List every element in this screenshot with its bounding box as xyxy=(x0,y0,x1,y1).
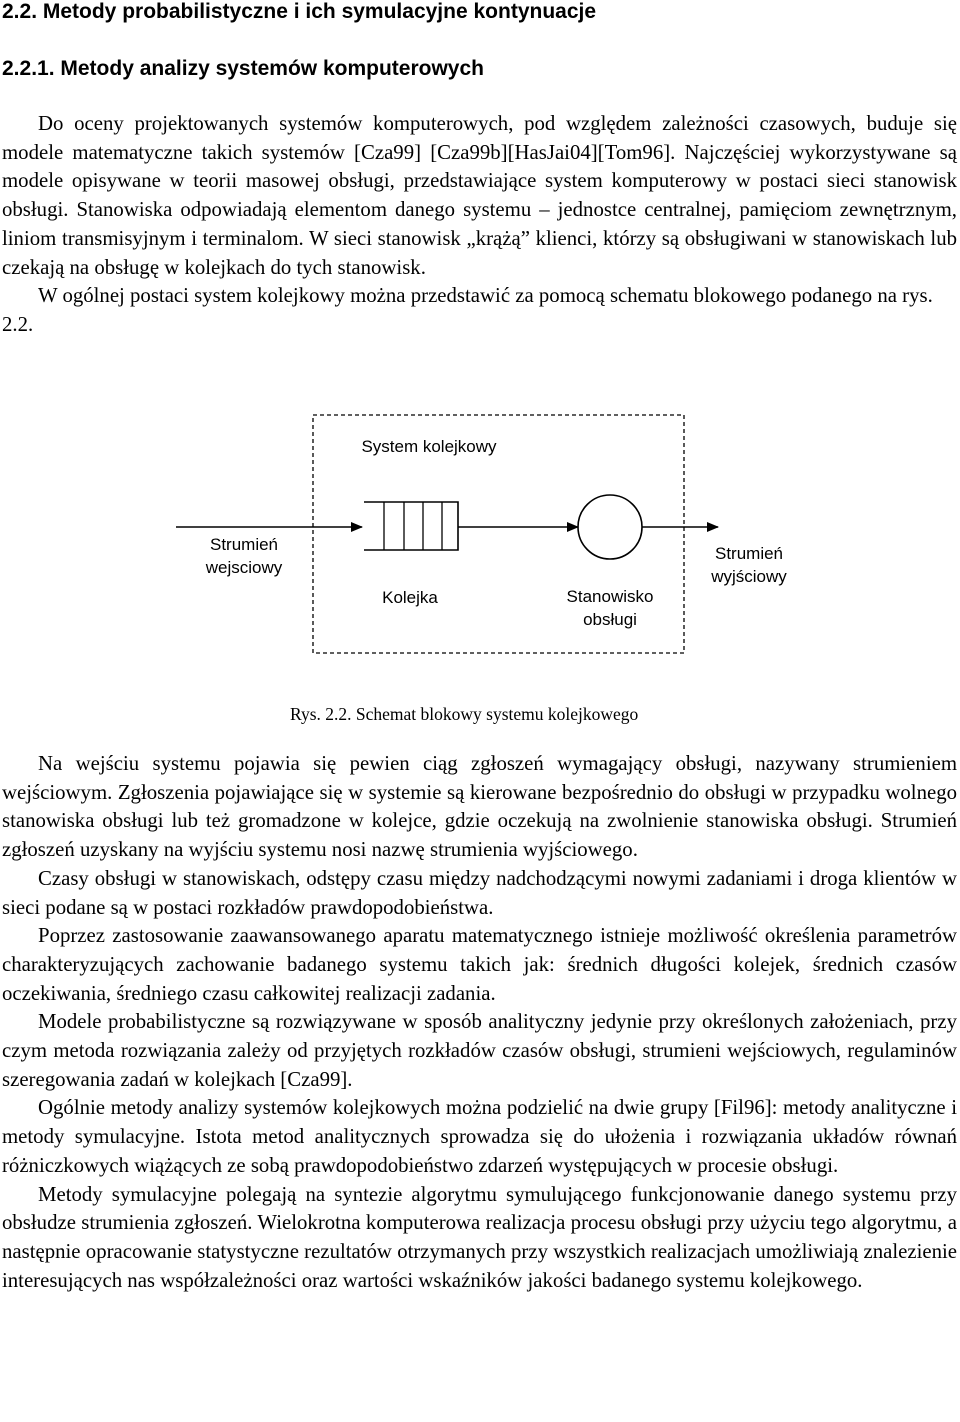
paragraph-parameters: Poprzez zastosowanie zaawansowanego aparatu matematycznego istnieje możliwość określenia parametrów charakteryzujących zachowanie badanego systemu takich jak: średnich długości kolejek, średnich czasów oczekiwania, średniego czasu całkowitej realizacji zadania. xyxy=(2,924,957,1005)
system-label: System kolejkowy xyxy=(361,437,497,456)
queue-label: Kolejka xyxy=(382,588,438,607)
paragraph-input-stream: Na wejściu systemu pojawia się pewien ciąg zgłoszeń wymagający obsługi, nazywany strumieniem wejściowym. Zgłoszenia pojawiające się w systemie są kierowane bezpośrednio do obsługi w przypadku wolnego stanowiska obsługi lub też gromadzone w kolejce, gdzie oczekują na zwolnienie stanowiska obsługi. Strumień zgłoszeń uzyskany na wyjściu systemu nosi nazwę strumienia wyjściowego. xyxy=(2,752,957,862)
subsection-heading: 2.2.1. Metody analizy systemów komputerowych xyxy=(2,57,484,80)
paragraph-figure-reference: W ogólnej postaci system kolejkowy można przedstawić za pomocą schematu blokowego podanego na rys. 2.2. xyxy=(2,284,933,336)
paragraph-queueing-models: Do oceny projektowanych systemów komputerowych, pod względem zależności czasowych, buduje się modele matematyczne takich systemów [Cza99] [Cza99b][HasJai04][Tom96]. Najczęściej wykorzystywane są modele opisywane w teorii masowej obsługi, przedstawiające system komputerowy w postaci sieci stanowisk obsługi. Stanowiska odpowiadają elementom danego systemu – jednostce centralnej, pamięciom zewnętrznym, liniom transmisyjnym i terminalom. W sieci stanowisk „krążą” klienci, którzy są obsługiwani w stanowiskach lub czekają na obsługę w kolejkach do tych stanowisk. xyxy=(2,112,957,279)
output-stream-label: Strumień wyjściowy xyxy=(711,544,787,586)
queue-shape xyxy=(364,502,458,550)
service-station-label: Stanowisko obsługi xyxy=(566,587,654,629)
intro-text-block xyxy=(2,110,957,340)
paragraph-simulation-methods: Metody symulacyjne polegają na syntezie algorytmu symulującego funkcjonowanie danego systemu przy obsłudze strumienia zgłoszeń. Wielokrotna komputerowa realizacja procesu obsługi przy użyciu tego algorytmu, a następnie opracowanie statystyczne rezultatów otrzymanych przy wszystkich realizacjach umożliwiają znalezienie interesujących nas współzależności oraz wartości wskaźników jakości badanego systemu kolejkowego. xyxy=(2,1182,957,1292)
paragraph-analytic-solution: Modele probabilistyczne są rozwiązywane w sposób analityczny jedynie przy określonych założeniach, przy czym metoda rozwiązania zależy od przyjętych rozkładów czasów obsługi, strumieni wejściowych, regulaminów szeregowania zadań w kolejkach [Cza99]. xyxy=(2,1010,957,1091)
service-station-circle xyxy=(578,495,642,559)
main-text-block xyxy=(2,750,957,1295)
paragraph-distributions: Czasy obsługi w stanowiskach, odstępy czasu między nadchodzącymi nowymi zadaniami i droga klientów w sieci podane są w postaci rozkładów prawdopodobieństwa. xyxy=(2,866,957,919)
figure-caption: Rys. 2.2. Schemat blokowy systemu kolejkowego xyxy=(290,704,639,724)
queueing-system-diagram xyxy=(0,405,960,735)
section-heading: 2.2. Metody probabilistyczne i ich symulacyjne kontynuacje xyxy=(2,0,597,23)
paragraph-method-groups: Ogólnie metody analizy systemów kolejkowych można podzielić na dwie grupy [Fil96]: metody analityczne i metody symulacyjne. Istota metod analitycznych sprowadza się do ułożenia i rozwiązania układów równań różniczkowych wiążących ze sobą prawdopodobieństwo zdarzeń występujących w procesie obsługi. xyxy=(2,1096,957,1177)
input-stream-label: Strumień wejsciowy xyxy=(205,535,283,577)
